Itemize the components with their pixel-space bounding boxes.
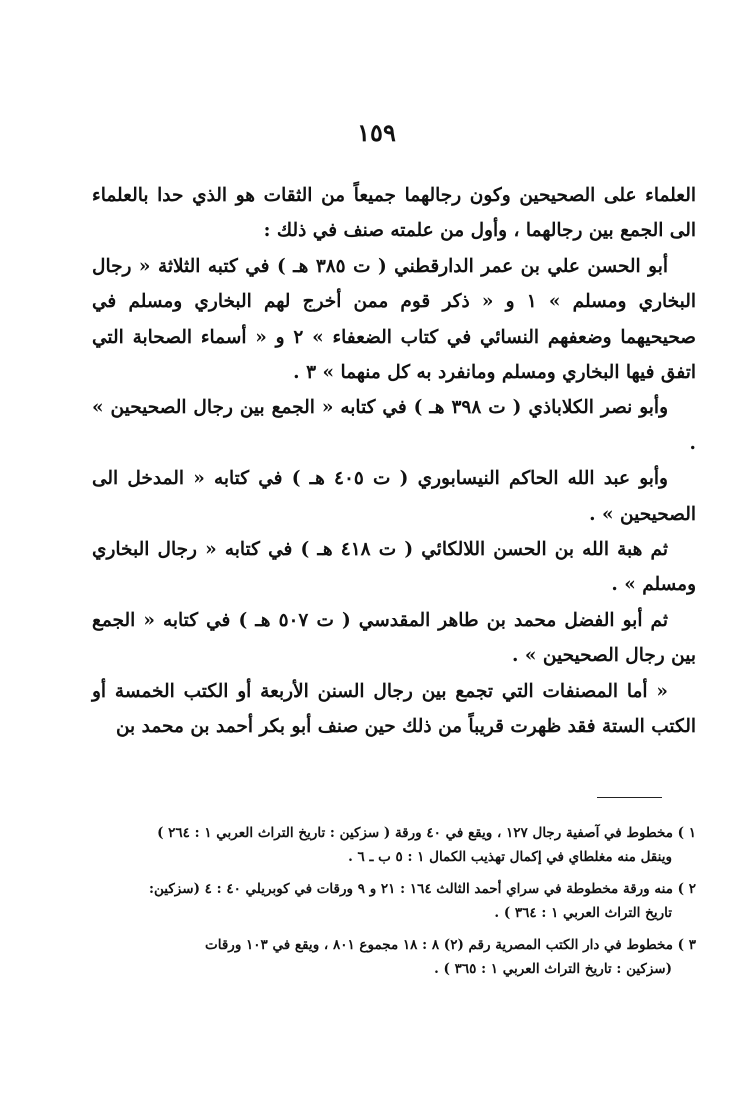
paragraph: ثم هبة الله بن الحسن اللالكائي ( ت ٤١٨ هـ ) في كتابه « رجال البخاري ومسلم » . [92,539,696,596]
paragraph: أبو الحسن علي بن عمر الدارقطني ( ت ٣٨٥ هـ ) في كتبه الثلاثة « رجال البخاري ومسلم » ١ و « ذكر قوم ممن أخرج لهم البخاري ومسلم في صحيحيهما وضعفهم النسائي في كتاب الضعفاء » ٢ و « أسماء الصحابة التي اتفق فيها البخاري ومسلم ومانفرد به كل منهما » ٣ . [92,255,696,384]
footnote-line: ٣ ) مخطوط في دار الكتب المصرية رقم (٢) ٨ : ١٨ مجموع ٨٠١ ، ويقع في ١٠٣ ورقات [205,937,696,953]
footnote-line: وينقل منه مغلطاي في إكمال تهذيب الكمال ١ : ٥ ب ـ ٦ . [348,848,672,865]
paragraph: ثم أبو الفضل محمد بن طاهر المقدسي ( ت ٥٠٧ هـ ) في كتابه « الجمع بين رجال الصحيحين » . [92,609,696,667]
footnote [92,878,696,925]
main-text [92,178,696,745]
footnote [92,822,696,869]
paragraph: وأبو عبد الله الحاكم النيسابوري ( ت ٤٠٥ هـ ) في كتابه « المدخل الى الصحيحين » . [92,468,696,525]
paragraph: العلماء على الصحيحين وكون رجالهما جميعاً من الثقات هو الذي حدا بالعلماء الى الجمع بين رجالهما ، وأول من علمته صنف في ذلك : [92,185,696,242]
footnote-line: تاريخ التراث العربي ١ : ٣٦٤ ) . [494,904,672,921]
page-number: ١٥٩ [357,118,396,147]
footnotes [92,822,696,990]
footnote-separator [597,797,662,798]
footnote-line: (سزكين : تاريخ التراث العربي ١ : ٣٦٥ ) . [434,960,672,977]
paragraph: « أما المصنفات التي تجمع بين رجال السنن الأربعة أو الكتب الخمسة أو الكتب الستة فقد ظهرت قريباً من ذلك حين صنف أبو بكر أحمد بن محمد بن [92,680,696,738]
paragraph: وأبو نصر الكلاباذي ( ت ٣٩٨ هـ ) في كتابه « الجمع بين رجال الصحيحين » . [92,397,696,454]
footnote-line: ٢ ) منه ورقة مخطوطة في سراي أحمد الثالث ١٦٤ : ٢١ و ٩ ورقات في كوبريلي ٤٠ : ٤ (سزكين: [149,881,696,897]
footnote-line: ١ ) مخطوط في آصفية رجال ١٢٧ ، ويقع في ٤٠ ورقة ( سزكين : تاريخ التراث العربي ١ : ٢٦٤ ) [157,825,696,841]
footnote [92,934,696,981]
